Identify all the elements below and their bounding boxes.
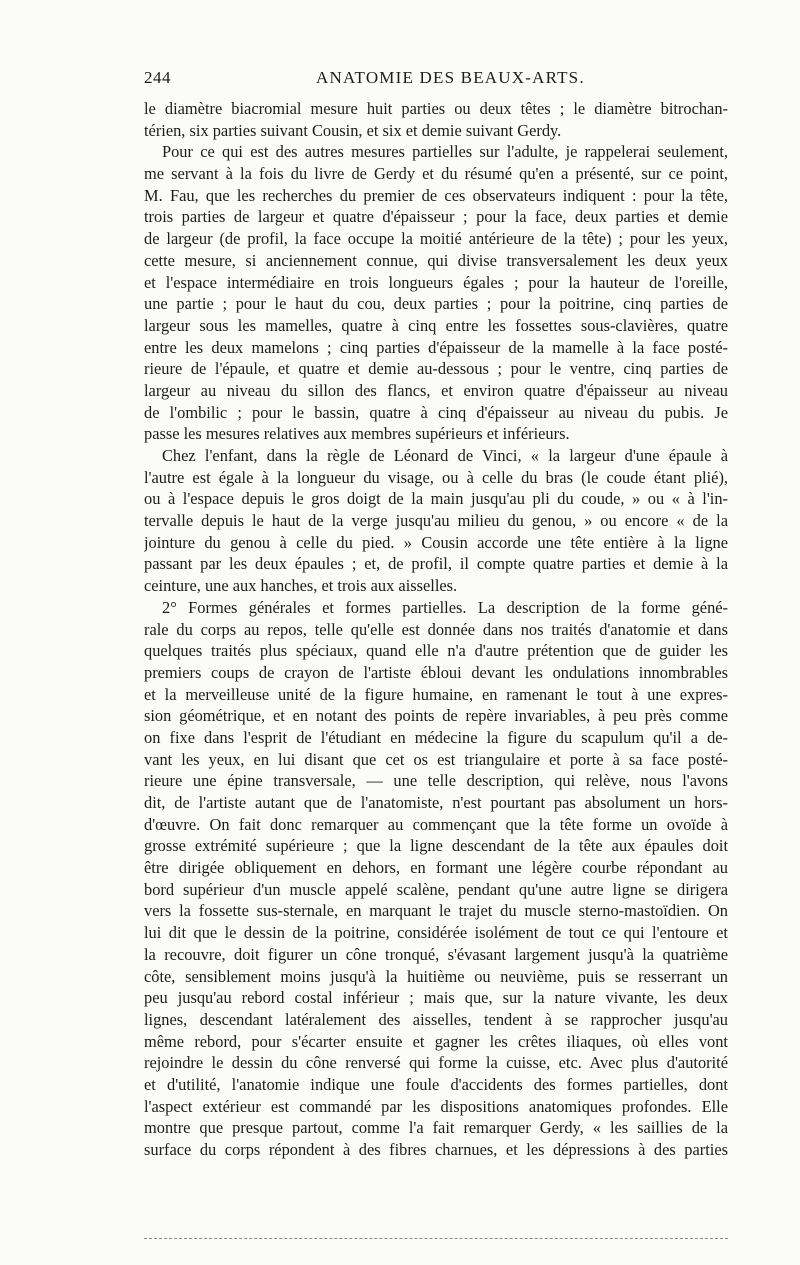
text-line: une partie ; pour le haut du cou, deux parties ; pour la poitrine, cinq parties de — [144, 294, 728, 314]
text-line: vant les yeux, en lui disant que cet os est triangulaire et porte à sa face posté- — [144, 749, 728, 769]
text-line: et la merveilleuse unité de la figure humaine, en ramenant le tout à une expres- — [144, 684, 728, 704]
text-line: peu jusqu'au rebord costal inférieur ; mais que, sur la nature vivante, les deux — [144, 988, 728, 1008]
text-line: Pour ce qui est des autres mesures partielles sur l'adulte, je rappelerai seulement, — [162, 142, 728, 162]
text-line: ceinture, une aux hanches, et trois aux aisselles. — [144, 576, 458, 596]
text-line: côte, sensiblement moins jusqu'à la huitième ou neuvième, puis se resserrant un — [144, 966, 728, 986]
text-line: vers la fossette sus-sternale, en marquant le trajet du muscle sterno-mastoïdien. On — [144, 901, 728, 921]
page-number: 244 — [144, 68, 171, 87]
text-line: trois parties de largeur et quatre d'épaisseur ; pour la face, deux parties et demie — [144, 207, 728, 227]
text-line: me servant à la fois du livre de Gerdy et du résumé qu'en a présenté, sur ce point, — [144, 164, 728, 184]
text-line: quelques traités plus spéciaux, quand elle n'a d'autre prétention que de guider les — [144, 641, 728, 661]
page-header — [144, 64, 728, 90]
text-line: lui dit que le dessin de la poitrine, considérée isolément de tout ce qui l'entoure et — [144, 923, 728, 943]
text-line: entre les deux mamelons ; cinq parties d'épaisseur de la mamelle à la face posté- — [144, 337, 728, 357]
text-line: Chez l'enfant, dans la règle de Léonard de Vinci, « la largeur d'une épaule à — [162, 446, 728, 465]
text-line: dit, de l'artiste autant que de l'anatomiste, n'est pourtant pas absolument un hors- — [144, 793, 728, 812]
text-line: être dirigée obliquement en dehors, en formant une légère courbe répondant au — [144, 858, 728, 878]
text-line: M. Fau, que les recherches du premier de ces observateurs indiquent : pour la tête, — [144, 185, 728, 205]
text-line: et l'espace intermédiaire en trois longueurs égales ; pour la hauteur de l'oreille, — [144, 272, 728, 292]
text-line: même rebord, pour s'écarter ensuite et gagner les crêtes iliaques, où elles vont — [144, 1031, 728, 1051]
text-line: tervalle depuis le haut de la verge jusqu'au milieu du genou, » ou encore « de la — [144, 511, 728, 531]
text-line: largeur au niveau du sillon des flancs, et environ quatre d'épaisseur au niveau — [144, 380, 728, 400]
text-line: rejoindre le dessin du cône renversé qui forme la cuisse, etc. Avec plus d'autorité — [144, 1053, 728, 1073]
body-text — [144, 98, 728, 1161]
text-line: sion géométrique, et en notant des points de repère invariables, à peu près comme — [144, 706, 728, 726]
text-line: d'œuvre. On fait donc remarquer au commençant que la tête forme un ovoïde à — [144, 814, 728, 834]
text-line: térien, six parties suivant Cousin, et six et demie suivant Gerdy. — [144, 120, 562, 140]
running-title: ANATOMIE DES BEAUX-ARTS. — [316, 68, 585, 87]
text-line: passant par les deux épaules ; et, de profil, il compte quatre parties et demie à la — [144, 554, 728, 574]
text-line: de l'ombilic ; pour le bassin, quatre à cinq d'épaisseur au niveau du pubis. Je — [144, 402, 728, 422]
text-line: montre que presque partout, comme l'a fait remarquer Gerdy, « les saillies de la — [144, 1118, 728, 1138]
text-line: rale du corps au repos, telle qu'elle est donnée dans nos traités d'anatomie et dans — [144, 619, 728, 639]
text-line: rieure une épine transversale, — une telle description, qui relève, nous l'avons — [144, 771, 728, 791]
text-line: premiers coups de crayon de l'artiste ébloui devant les ondulations innombrables — [144, 662, 728, 682]
footer-rule — [144, 1238, 728, 1239]
text-line: grosse extrémité supérieure ; que la ligne descendant de la tête aux épaules doit — [144, 836, 728, 856]
text-line: et d'utilité, l'anatomie indique une foule d'accidents des formes partielles, dont — [144, 1074, 728, 1094]
text-line: de largeur (de profil, la face occupe la moitié antérieure de la tête) ; pour les yeux, — [144, 229, 728, 249]
text-line: largeur sous les mamelles, quatre à cinq entre les fossettes sous-clavières, quatre — [144, 315, 728, 335]
text-line: lignes, descendant latéralement des aisselles, tendent à se rapprocher jusqu'au — [144, 1009, 728, 1029]
text-line: rieure de l'épaule, et quatre et demie au-dessous ; pour le ventre, cinq parties de — [144, 359, 728, 379]
text-line: 2° Formes générales et formes partielles. La description de la forme géné- — [162, 597, 728, 617]
text-line: surface du corps répondent à des fibres charnues, et les dépressions à des parties — [144, 1140, 728, 1159]
text-line: l'autre est égale à la longueur du visage, ou à celle du bras (le coude étant plié), — [144, 467, 728, 487]
text-line: le diamètre biacromial mesure huit parties ou deux têtes ; le diamètre bitrochan- — [144, 99, 728, 118]
text-line: on fixe dans l'esprit de l'étudiant en médecine la figure du scapulum qu'il a de- — [144, 727, 728, 747]
text-line: l'aspect extérieur est commandé par les dispositions anatomiques profondes. Elle — [144, 1096, 728, 1116]
text-line: passe les mesures relatives aux membres supérieurs et inférieurs. — [144, 424, 570, 444]
text-line: bord supérieur d'un muscle appelé scalène, pendant qu'une autre ligne se dirigera — [144, 879, 728, 899]
text-line: ou à l'espace depuis le gros doigt de la main jusqu'au pli du coude, » ou « à l'in- — [144, 489, 728, 509]
text-line: jointure du genou à celle du pied. » Cousin accorde une tête entière à la ligne — [144, 532, 728, 552]
text-line: la recouvre, doit figurer un cône tronqué, s'évasant largement jusqu'à la quatrième — [144, 944, 728, 964]
text-line: cette mesure, si anciennement connue, qui divise transversalement les deux yeux — [144, 250, 728, 270]
